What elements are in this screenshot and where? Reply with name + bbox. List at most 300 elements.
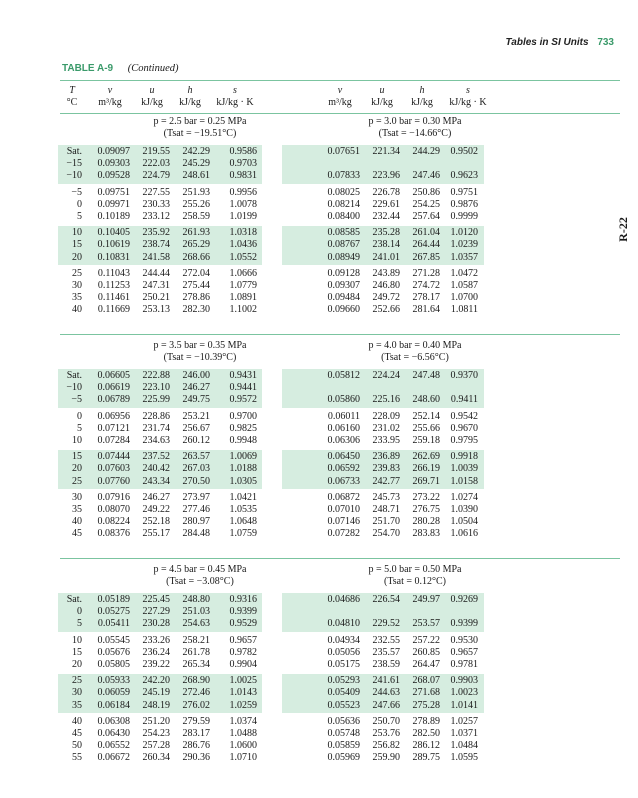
- table-cell: 0.07121: [97, 422, 130, 434]
- table-row: [60, 675, 620, 687]
- table-cell: 0.10619: [97, 239, 130, 251]
- table-cell: 0.9918: [450, 451, 478, 463]
- table-cell: 40: [72, 516, 82, 528]
- table-row: [60, 382, 620, 394]
- table-cell: 1.0259: [229, 699, 257, 711]
- table-cell: 242.20: [142, 675, 170, 687]
- table-cell: 253.21: [182, 410, 210, 422]
- table-cell: 0.08949: [327, 251, 360, 263]
- table-cell: 1.0700: [450, 292, 478, 304]
- table-cell: 241.01: [372, 251, 400, 263]
- table-cell: −10: [66, 170, 82, 182]
- table-cell: 0.07444: [97, 451, 130, 463]
- table-cell: 247.66: [372, 699, 400, 711]
- table-cell: 0.09484: [327, 292, 360, 304]
- saturation-temperature: (Tsat = −3.08°C): [166, 576, 234, 587]
- table-cell: 253.13: [142, 304, 170, 316]
- table-cell: 280.28: [412, 516, 440, 528]
- table-cell: 0.9782: [229, 646, 257, 658]
- table-cell: 247.48: [412, 370, 440, 381]
- header-unit-7: kJ/kg: [411, 97, 433, 108]
- table-cell: 242.77: [372, 475, 400, 487]
- table-cell: 30: [72, 491, 82, 503]
- table-cell: 1.0616: [450, 528, 478, 540]
- table-cell: 244.44: [142, 267, 170, 279]
- table-row: [60, 211, 620, 223]
- table-cell: 0.9370: [450, 370, 478, 381]
- table-cell: 1.0371: [450, 727, 478, 739]
- table-cell: 0.08070: [97, 503, 130, 515]
- table-cell: 252.18: [142, 516, 170, 528]
- table-cell: 233.95: [372, 434, 400, 446]
- table-cell: 260.85: [412, 646, 440, 658]
- table-cell: 1.0436: [229, 239, 257, 251]
- table-cell: 276.02: [182, 699, 210, 711]
- table-row: [60, 687, 620, 699]
- table-row: [60, 594, 620, 606]
- table-row: [60, 280, 620, 292]
- table-row: [60, 451, 620, 463]
- table-cell: 0.05933: [97, 675, 130, 687]
- table-cell: 0.04810: [327, 618, 360, 630]
- table-row: [60, 528, 620, 540]
- table-cell: 248.60: [412, 394, 440, 406]
- table-cell: 245.73: [372, 491, 400, 503]
- table-cell: 237.52: [142, 451, 170, 463]
- table-cell: 1.0648: [229, 516, 257, 528]
- table-row: [60, 647, 620, 659]
- table-cell: 246.00: [182, 370, 210, 381]
- table-cell: 0.08025: [327, 186, 360, 198]
- header-symbol-2: u: [149, 85, 155, 96]
- table-cell: 0.09307: [327, 279, 360, 291]
- table-cell: 269.71: [412, 475, 440, 487]
- running-title: Tables in SI Units: [505, 37, 589, 48]
- table-row: [60, 170, 620, 182]
- table-cell: 228.86: [142, 410, 170, 422]
- table-cell: 235.28: [372, 227, 400, 239]
- table-cell: 1.0472: [450, 267, 478, 279]
- right-pressure-title: [340, 340, 490, 364]
- table-row: [60, 606, 620, 618]
- table-cell: 231.74: [142, 422, 170, 434]
- table-cell: 0.05175: [327, 658, 360, 670]
- table-cell: 0.9623: [450, 170, 478, 182]
- table-row: [60, 476, 620, 488]
- table-cell: 222.88: [142, 370, 170, 381]
- table-cell: 238.74: [142, 239, 170, 251]
- table-cell: 0.9529: [229, 618, 257, 630]
- table-cell: 1.0141: [450, 699, 478, 711]
- table-cell: 1.0069: [229, 451, 257, 463]
- table-row: [60, 516, 620, 528]
- table-cell: 227.29: [142, 606, 170, 618]
- table-cell: 0.07603: [97, 463, 130, 475]
- table-cell: 0.06450: [327, 451, 360, 463]
- table-cell: 40: [72, 715, 82, 727]
- table-cell: 271.68: [412, 687, 440, 699]
- table-cell: 0.07282: [327, 528, 360, 540]
- table-cell: 0.9411: [450, 394, 478, 406]
- table-cell: 0.9700: [229, 410, 257, 422]
- table-cell: 260.12: [182, 434, 210, 446]
- table-cell: 253.57: [412, 618, 440, 630]
- table-cell: 258.59: [182, 210, 210, 222]
- table-cell: 254.23: [142, 727, 170, 739]
- table-cell: 1.0504: [450, 516, 478, 528]
- table-cell: 0.9399: [229, 606, 257, 618]
- table-cell: 254.25: [412, 198, 440, 210]
- table-cell: 1.0595: [450, 752, 478, 764]
- table-row: [60, 659, 620, 671]
- header-unit-6: kJ/kg: [371, 97, 393, 108]
- header-symbol-8: s: [466, 85, 470, 96]
- left-pressure-title: [125, 116, 275, 140]
- table-cell: 248.71: [372, 503, 400, 515]
- table-cell: Sat.: [66, 370, 82, 381]
- header-unit-8: kJ/kg · K: [449, 97, 487, 108]
- table-cell: 230.33: [142, 198, 170, 210]
- table-cell: 253.76: [372, 727, 400, 739]
- table-row: [60, 700, 620, 712]
- table-cell: 286.76: [182, 740, 210, 752]
- table-cell: 0.11253: [97, 279, 130, 291]
- table-cell: 0.08767: [327, 239, 360, 251]
- table-cell: 235.57: [372, 646, 400, 658]
- table-cell: 257.22: [412, 634, 440, 646]
- table-cell: 0.05812: [327, 370, 360, 381]
- table-cell: 0.11669: [97, 304, 130, 316]
- table-cell: 255.66: [412, 422, 440, 434]
- pressure-label: p = 4.0 bar = 0.40 MPa: [368, 340, 462, 351]
- table-cell: 230.28: [142, 618, 170, 630]
- table-cell: 248.19: [142, 699, 170, 711]
- table-cell: 1.0390: [450, 503, 478, 515]
- table-row: [60, 227, 620, 239]
- table-cell: 0.06011: [327, 410, 360, 422]
- table-cell: 245.19: [142, 687, 170, 699]
- table-cell: 10: [72, 434, 82, 446]
- table-cell: 238.14: [372, 239, 400, 251]
- table-cell: 1.0374: [229, 715, 257, 727]
- table-cell: 1.0120: [450, 227, 478, 239]
- header-unit-5: m³/kg: [328, 97, 352, 108]
- table-cell: 1.0318: [229, 227, 257, 239]
- table-cell: 0.05293: [327, 675, 360, 687]
- table-cell: 0.07146: [327, 516, 360, 528]
- table-row: [60, 187, 620, 199]
- table-cell: 248.80: [182, 594, 210, 605]
- table-cell: 251.03: [182, 606, 210, 618]
- table-cell: 0.09971: [97, 198, 130, 210]
- saturation-temperature: (Tsat = −14.66°C): [378, 128, 452, 139]
- table-cell: 219.55: [142, 146, 170, 157]
- table-cell: 0.9948: [229, 434, 257, 446]
- table-row: [60, 158, 620, 170]
- table-cell: −10: [66, 382, 82, 394]
- table-cell: 15: [72, 239, 82, 251]
- table-cell: 1.0199: [229, 210, 257, 222]
- table-cell: 0.06672: [97, 752, 130, 764]
- table-cell: 281.64: [412, 304, 440, 316]
- table-cell: 247.31: [142, 279, 170, 291]
- table-cell: 0.06956: [97, 410, 130, 422]
- pressure-label: p = 4.5 bar = 0.45 MPa: [153, 564, 247, 575]
- table-cell: 0.9530: [450, 634, 478, 646]
- table-cell: 244.29: [412, 146, 440, 157]
- table-cell: 1.0078: [229, 198, 257, 210]
- table-cell: 1.0811: [450, 304, 478, 316]
- table-cell: 264.44: [412, 239, 440, 251]
- table-cell: 290.36: [182, 752, 210, 764]
- table-cell: 35: [72, 699, 82, 711]
- table-cell: 283.83: [412, 528, 440, 540]
- table-cell: 0.07916: [97, 491, 130, 503]
- table-row: [60, 435, 620, 447]
- side-tab: R-22: [616, 217, 631, 242]
- table-cell: 1.0710: [229, 752, 257, 764]
- table-cell: 0.9670: [450, 422, 478, 434]
- table-cell: 0.9269: [450, 594, 478, 605]
- table-cell: 225.99: [142, 394, 170, 406]
- table-cell: 25: [72, 675, 82, 687]
- running-head: [506, 37, 614, 48]
- table-cell: 0.9657: [450, 646, 478, 658]
- page-number: 733: [597, 37, 614, 48]
- table-row: [60, 716, 620, 728]
- table-cell: 1.0484: [450, 740, 478, 752]
- table-cell: 229.61: [372, 198, 400, 210]
- table-cell: 0.9586: [229, 146, 257, 157]
- table-cell: 256.67: [182, 422, 210, 434]
- table-cell: 284.48: [182, 528, 210, 540]
- table-cell: 278.86: [182, 292, 210, 304]
- header-unit-3: kJ/kg: [179, 97, 201, 108]
- table-cell: 222.03: [142, 158, 170, 170]
- table-cell: 265.29: [182, 239, 210, 251]
- table-cell: 0.06872: [327, 491, 360, 503]
- table-cell: 1.0587: [450, 279, 478, 291]
- table-cell: 221.34: [372, 146, 400, 157]
- table-cell: 0.08224: [97, 516, 130, 528]
- table-cell: 0.04686: [327, 594, 360, 605]
- table-cell: 226.54: [372, 594, 400, 605]
- table-cell: 244.63: [372, 687, 400, 699]
- table-cell: 1.0188: [229, 463, 257, 475]
- pressure-label: p = 5.0 bar = 0.50 MPa: [368, 564, 462, 575]
- table-cell: 0.09128: [327, 267, 360, 279]
- table-cell: 257.28: [142, 740, 170, 752]
- table-cell: 261.78: [182, 646, 210, 658]
- table-cell: 0.9904: [229, 658, 257, 670]
- table-cell: 258.21: [182, 634, 210, 646]
- table-cell: 1.0535: [229, 503, 257, 515]
- table-cell: 234.63: [142, 434, 170, 446]
- table-cell: 0.9542: [450, 410, 478, 422]
- table-cell: 256.82: [372, 740, 400, 752]
- table-cell: 1.0039: [450, 463, 478, 475]
- pressure-label: p = 3.5 bar = 0.35 MPa: [153, 340, 247, 351]
- table-cell: 225.45: [142, 594, 170, 605]
- table-row: [60, 752, 620, 764]
- table-row: [60, 423, 620, 435]
- table-cell: −5: [71, 394, 82, 406]
- table-cell: 246.80: [372, 279, 400, 291]
- table-cell: 0.9399: [450, 618, 478, 630]
- saturation-temperature: (Tsat = −6.56°C): [381, 352, 449, 363]
- table-row: [60, 463, 620, 475]
- table-cell: 271.28: [412, 267, 440, 279]
- table-cell: 0.09528: [97, 170, 130, 182]
- table-cell: 249.72: [372, 292, 400, 304]
- table-cell: 270.50: [182, 475, 210, 487]
- table-row: [60, 618, 620, 630]
- table-cell: 1.0488: [229, 727, 257, 739]
- table-cell: 0.9502: [450, 146, 478, 157]
- table-cell: Sat.: [66, 146, 82, 157]
- table-cell: 277.46: [182, 503, 210, 515]
- table-cell: 265.34: [182, 658, 210, 670]
- table-cell: 0.10405: [97, 227, 130, 239]
- table-cell: 1.0274: [450, 491, 478, 503]
- header-unit-4: kJ/kg · K: [216, 97, 254, 108]
- table-cell: 275.44: [182, 279, 210, 291]
- table-row: [60, 394, 620, 406]
- table-cell: 228.09: [372, 410, 400, 422]
- table-cell: 224.24: [372, 370, 400, 381]
- table-row: [60, 411, 620, 423]
- table-cell: 225.16: [372, 394, 400, 406]
- table-cell: 20: [72, 658, 82, 670]
- table-cell: 1.0759: [229, 528, 257, 540]
- table-cell: 1.0143: [229, 687, 257, 699]
- table-cell: 243.34: [142, 475, 170, 487]
- table-row: [60, 304, 620, 316]
- table-cell: 240.42: [142, 463, 170, 475]
- table-cell: 272.04: [182, 267, 210, 279]
- table-cell: 0.09097: [97, 146, 130, 157]
- table-cell: 249.97: [412, 594, 440, 605]
- table-cell: 255.17: [142, 528, 170, 540]
- table-cell: 239.22: [142, 658, 170, 670]
- table-cell: 241.61: [372, 675, 400, 687]
- table-row: [60, 199, 620, 211]
- table-cell: 0: [77, 198, 82, 210]
- table-cell: 1.0891: [229, 292, 257, 304]
- table-row: [60, 292, 620, 304]
- table-cell: 0.9831: [229, 170, 257, 182]
- table-cell: 0.9703: [229, 158, 257, 170]
- table-cell: 1.0023: [450, 687, 478, 699]
- left-pressure-title: [125, 340, 275, 364]
- table-cell: 25: [72, 267, 82, 279]
- table-cell: 0.06184: [97, 699, 130, 711]
- table-cell: 248.61: [182, 170, 210, 182]
- right-pressure-title: [340, 116, 490, 140]
- table-name: TABLE A-9: [62, 63, 114, 74]
- table-cell: 55: [72, 752, 82, 764]
- table-cell: −15: [66, 158, 82, 170]
- table-cell: 0.9657: [229, 634, 257, 646]
- table-cell: 10: [72, 227, 82, 239]
- table-cell: 0.11043: [97, 267, 130, 279]
- table-cell: 1.0600: [229, 740, 257, 752]
- header-symbol-6: u: [379, 85, 385, 96]
- table-cell: 1.0357: [450, 251, 478, 263]
- table-cell: 0.06160: [327, 422, 360, 434]
- table-cell: 246.27: [142, 491, 170, 503]
- table-cell: 0.07833: [327, 170, 360, 182]
- table-cell: 0.09303: [97, 158, 130, 170]
- table-cell: 1.0025: [229, 675, 257, 687]
- table-cell: 266.19: [412, 463, 440, 475]
- table-cell: 0.08214: [327, 198, 360, 210]
- table-cell: 0.9572: [229, 394, 257, 406]
- table-cell: 252.66: [372, 304, 400, 316]
- table-cell: 0.10189: [97, 210, 130, 222]
- table-cell: 0: [77, 410, 82, 422]
- table-cell: 0.07760: [97, 475, 130, 487]
- table-cell: 252.14: [412, 410, 440, 422]
- table-cell: 0.9956: [229, 186, 257, 198]
- table-cell: 279.59: [182, 715, 210, 727]
- table-cell: 226.78: [372, 186, 400, 198]
- table-cell: 0.06059: [97, 687, 130, 699]
- table-cell: 289.75: [412, 752, 440, 764]
- table-cell: 251.70: [372, 516, 400, 528]
- table-cell: 1.0257: [450, 715, 478, 727]
- table-cell: 239.83: [372, 463, 400, 475]
- table-cell: 0.9825: [229, 422, 257, 434]
- table-cell: 0.9751: [450, 186, 478, 198]
- table-cell: 267.85: [412, 251, 440, 263]
- table-cell: 0.9431: [229, 370, 257, 381]
- table-cell: 249.22: [142, 503, 170, 515]
- table-cell: 236.89: [372, 451, 400, 463]
- table-cell: 233.12: [142, 210, 170, 222]
- table-cell: 275.28: [412, 699, 440, 711]
- table-cell: 15: [72, 646, 82, 658]
- table-cell: 35: [72, 503, 82, 515]
- table-cell: 0: [77, 606, 82, 618]
- table-cell: 1.0666: [229, 267, 257, 279]
- table-cell: 260.34: [142, 752, 170, 764]
- table-cell: 0.06552: [97, 740, 130, 752]
- table-cell: 267.03: [182, 463, 210, 475]
- table-cell: 229.52: [372, 618, 400, 630]
- table-cell: Sat.: [66, 594, 82, 605]
- table-cell: 1.0421: [229, 491, 257, 503]
- table-cell: 238.59: [372, 658, 400, 670]
- table-cell: 274.72: [412, 279, 440, 291]
- left-pressure-title: [125, 564, 275, 588]
- table-cell: 0.06308: [97, 715, 130, 727]
- table-cell: 249.75: [182, 394, 210, 406]
- header-unit-2: kJ/kg: [141, 97, 163, 108]
- table-cell: 5: [77, 422, 82, 434]
- table-cell: 282.30: [182, 304, 210, 316]
- table-cell: 268.07: [412, 675, 440, 687]
- table-cell: 1.0158: [450, 475, 478, 487]
- table-cell: 35: [72, 292, 82, 304]
- table-cell: 0.06789: [97, 394, 130, 406]
- table-cell: 268.90: [182, 675, 210, 687]
- table-cell: 1.0552: [229, 251, 257, 263]
- table-cell: 280.97: [182, 516, 210, 528]
- table-cell: 242.29: [182, 146, 210, 157]
- table-cell: 1.1002: [229, 304, 257, 316]
- table-cell: 0.06619: [97, 382, 130, 394]
